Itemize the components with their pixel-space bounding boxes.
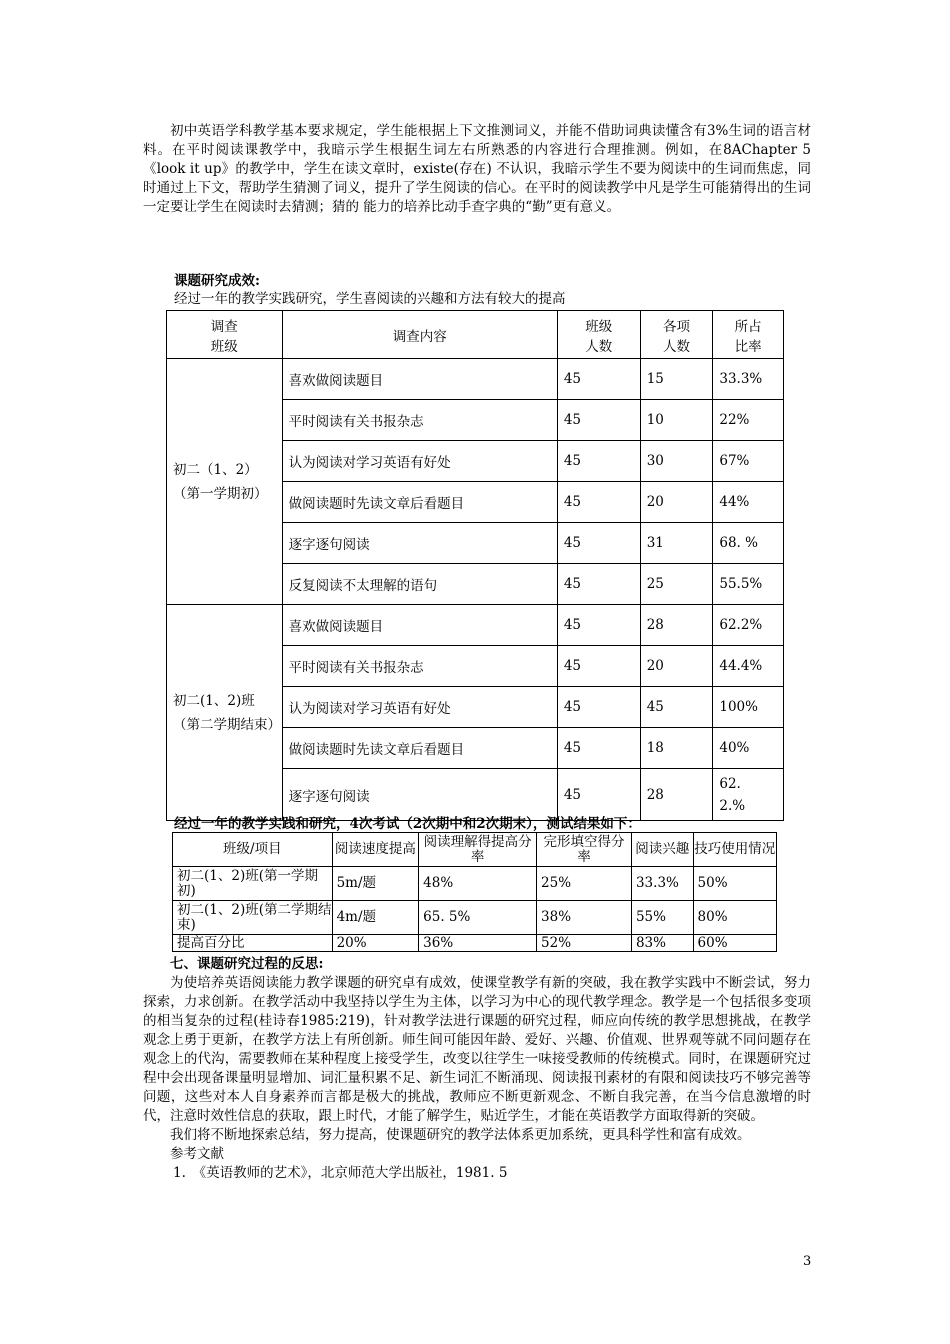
- table-row: 认为阅读对学习英语有好处 45 30 67%: [167, 441, 784, 482]
- page-number: 3: [803, 1254, 812, 1269]
- survey-table: [166, 310, 784, 821]
- table-row: 平时阅读有关书报杂志 45 10 22%: [167, 400, 784, 441]
- test-results-table: [172, 832, 777, 952]
- reflection-section: [143, 955, 811, 1183]
- references-heading: 参考文献: [170, 1146, 224, 1162]
- reflection-para-1: 为使培养英语阅读能力教学课题的研究卓有成效，使课堂教学有新的突破，我在教学实践中不断尝试，努力探索，力求创新。在教学活动中我坚持以学生为主体，以学习为中心的现代教学理念。教学是一个包括很多变项的相当复杂的过程(桂诗春1985:219)，针对教学法进行课题的研究过程，师应向传统的教学思想挑战，在教学观念上勇于更新，在教学方法上有所创新。师生间可能因年龄、爱好、兴趣、价值观、世界观等就不同问题存在观念上的代沟，需要教师在某种程度上接受学生，改变以往学生一味接受教师的传统模式。同时，在课题研究过程中会出现备课量明显增加、词汇量积累不足、新生词汇不断涌现、阅读报刊素材的有限和阅读技巧不够完善等问题，这些对本人自身素养而言都是极大的挑战，教师应不断更新观念、不断自我完善，在当今信息激增的时代，注意时效性信息的获取，跟上时代，才能了解学生，贴近学生，才能在英语教学方面取得新的突破。: [143, 975, 811, 1124]
- table-row: 初二（1、2）（第一学期初） 喜欢做阅读题目 45 15 33.3%: [167, 359, 784, 400]
- table-row: 逐字逐句阅读 45 31 68. %: [167, 523, 784, 564]
- table-row: 提高百分比 20% 36% 52% 83% 60%: [173, 935, 777, 952]
- table-row: 反复阅读不太理解的语句 45 25 55.5%: [167, 564, 784, 605]
- table-row: 做阅读题时先读文章后看题目 45 18 40%: [167, 728, 784, 769]
- header-class-count: 班级 人数: [557, 311, 640, 359]
- results-intro: 经过一年的教学实践研究，学生喜阅读的兴趣和方法有较大的提高: [174, 291, 566, 307]
- intro-paragraph: [143, 122, 811, 217]
- reflection-para-2: 我们将不断地探索总结，努力提高，使课题研究的教学法体系更加系统，更具科学性和富有成效。: [170, 1127, 751, 1143]
- results-heading: 课题研究成效:: [174, 273, 260, 289]
- reflection-heading: 七、课题研究过程的反思:: [170, 956, 324, 972]
- table-row: 逐字逐句阅读 45 28 62.2.%: [167, 769, 784, 821]
- intro-text: 初中英语学科教学基本要求规定，学生能根据上下文推测词义，并能不借助词典读懂含有3%生词的语言材料。在平时阅读课教学中，我暗示学生根据生词左右所熟悉的内容进行合理推测。例如，在8AChapter 5《look it up》的教学中，学生在读文章时，existe(存在) 不认识，我暗示学生不要为阅读中的生词而焦虑，同时通过上下文，帮助学生猜测了词义，提升了学生阅读的信心。在平时的阅读教学中凡是学生可能猜得出的生词一定要让学生在阅读时去猜测；猜的 能力的培养比动手查字典的“勤”更有意义。: [143, 123, 811, 215]
- table-row: 初二(1、2)班（第二学期结束） 喜欢做阅读题目 45 28 62.2%: [167, 605, 784, 646]
- header-ratio: 所占 比率: [713, 311, 784, 359]
- survey-header-row: [167, 311, 784, 359]
- table-row: 初二(1、2)班(第一学期初) 5m/题 48% 25% 33.3% 50%: [173, 867, 777, 901]
- table-row: 初二(1、2)班(第二学期结束) 4m/题 65. 5% 38% 55% 80%: [173, 901, 777, 935]
- header-item-count: 各项 人数: [640, 311, 713, 359]
- group-label: 初二(1、2)班（第二学期结束）: [167, 605, 283, 821]
- table-row: 认为阅读对学习英语有好处 45 45 100%: [167, 687, 784, 728]
- test-heading: 经过一年的教学实践和研究，4次考试（2次期中和2次期末），测试结果如下：: [174, 816, 641, 832]
- reference-item: 1. 《英语教师的艺术》，北京师范大学出版社，1981. 5: [173, 1165, 508, 1181]
- test-header-row: 班级/项目 阅读速度提高 阅读理解得提高分率 完形填空得分率 阅读兴趣 技巧使用情况: [173, 833, 777, 867]
- header-class: 调查 班级: [167, 311, 283, 359]
- table-row: 平时阅读有关书报杂志 45 20 44.4%: [167, 646, 784, 687]
- table-row: 做阅读题时先读文章后看题目 45 20 44%: [167, 482, 784, 523]
- group-label: 初二（1、2）（第一学期初）: [167, 359, 283, 605]
- header-content: 调查内容: [282, 311, 557, 359]
